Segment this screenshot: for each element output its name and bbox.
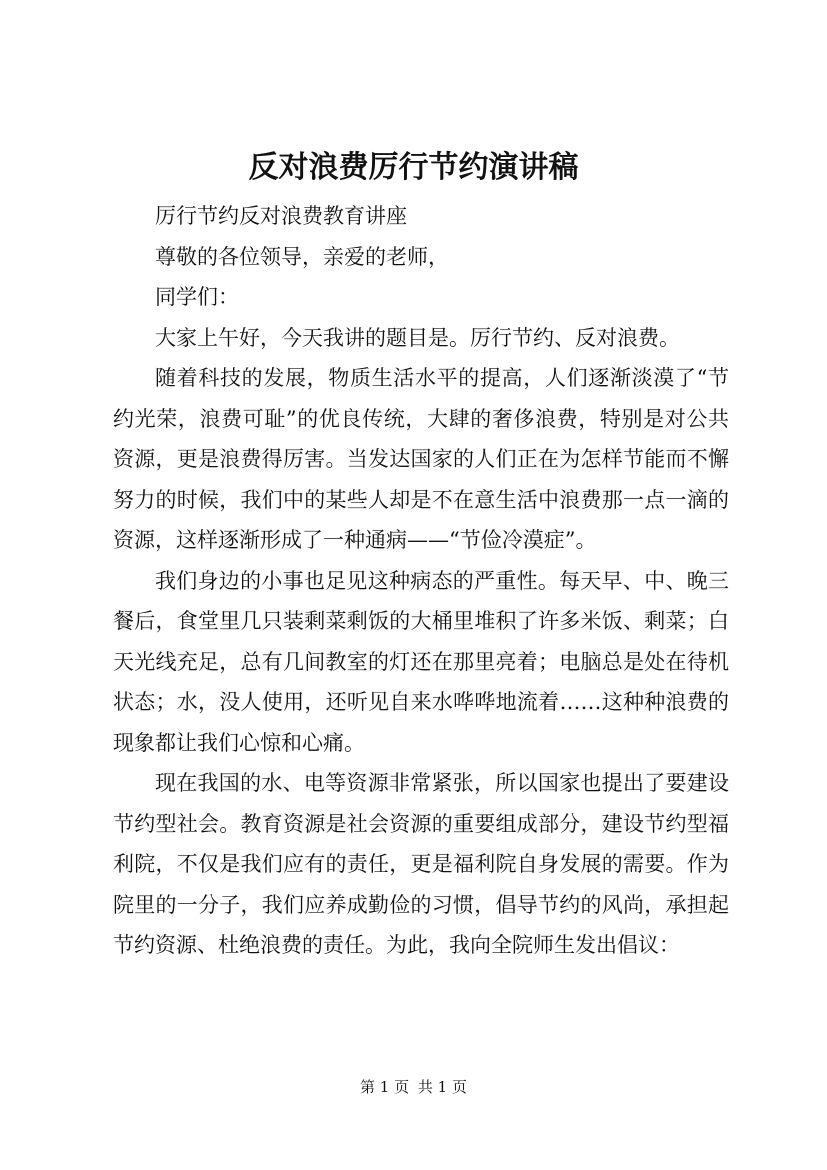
document-title: 反对浪费厉行节约演讲稿: [248, 150, 579, 185]
paragraph-salutation-students: 同学们：: [155, 285, 239, 309]
paragraph-subtitle: 厉行节约反对浪费教育讲座: [155, 204, 407, 228]
paragraph-body-2: 我们身边的小事也足见这种病态的严重性。每天早、中、晚三餐后，食堂里几只装剩菜剩饭的大桶里堆积了许多米饭、剩菜；白天光线充足，总有几间教室的灯还在那里亮着；电脑总是处在待机状态；水，没人使用，还听见自来水哗哗地流着……这种种浪费的现象都让我们心惊和心痛。: [113, 568, 729, 755]
page-number: 第 1 页: [360, 1078, 410, 1096]
paragraph-salutation: 尊敬的各位领导，亲爱的老师，: [155, 244, 449, 269]
paragraph-body-1: 随着科技的发展，物质生活水平的提高，人们逐渐淡漠了“节约光荣，浪费可耻”的优良传统，大肆的奢侈浪费，特别是对公共资源，更是浪费得厉害。当发达国家的人们正在为怎样节能而不懈努力的时候，我们中的某些人却是不在意生活中浪费那一点一滴的资源，这样逐渐形成了一种通病——“节俭冷漠症”。: [113, 366, 729, 552]
document-body: [113, 196, 729, 966]
paragraph-body-3: 现在我国的水、电等资源非常紧张，所以国家也提出了要建设节约型社会。教育资源是社会资源的重要组成部分，建设节约型福利院，不仅是我们应有的责任，更是福利院自身发展的需要。作为院里的一分子，我们应养成勤俭的习惯，倡导节约的风尚，承担起节约资源、杜绝浪费的责任。为此，我向全院师生发出倡议：: [113, 771, 729, 957]
page-footer: [0, 1076, 827, 1098]
page-total: 共 1 页: [417, 1078, 467, 1096]
paragraph-greeting: 大家上午好，今天我讲的题目是。厉行节约、反对浪费。: [155, 325, 680, 350]
